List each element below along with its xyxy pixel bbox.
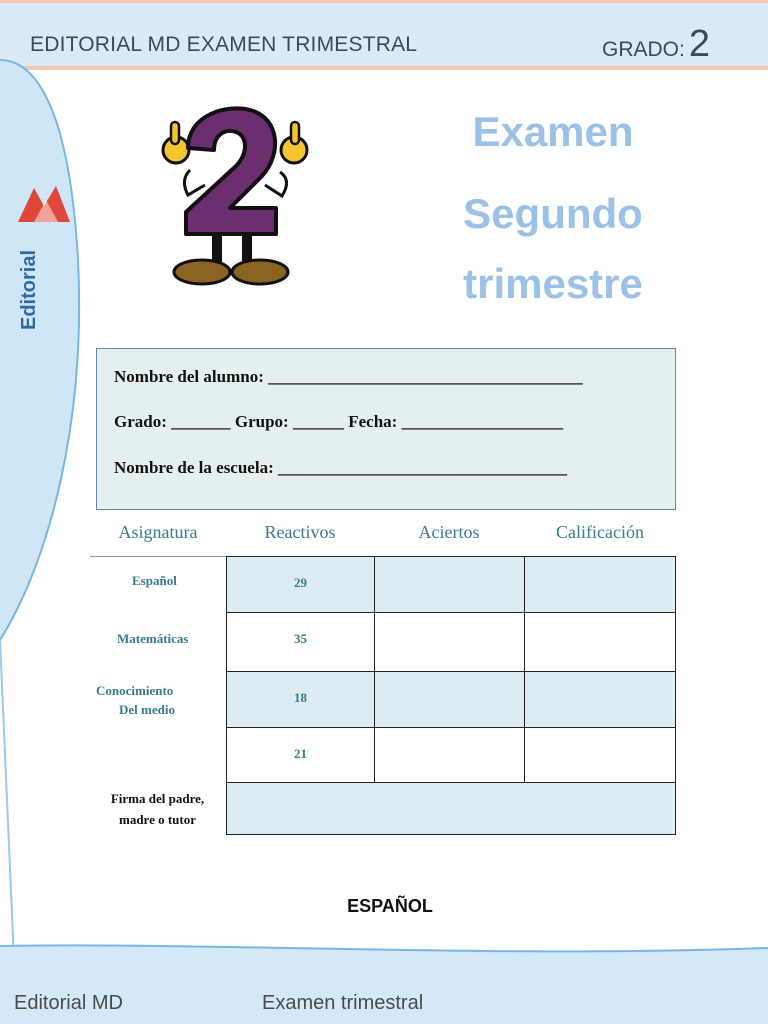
footer-right-text: Examen trimestral <box>262 992 424 1014</box>
table-cell-correct[interactable] <box>374 612 525 672</box>
subject-label-math: Matemáticas <box>117 631 189 646</box>
header-grade <box>602 23 710 66</box>
table-cell-grade[interactable] <box>524 671 676 728</box>
parent-signature-field[interactable] <box>226 782 676 835</box>
brand-side-text: Editorial <box>18 249 40 330</box>
table-cell-items: 21 <box>226 727 375 783</box>
table-cell-items: 29 <box>226 556 375 613</box>
left-swoosh-decoration <box>0 0 100 1024</box>
number-two-mascot-icon <box>150 100 320 295</box>
table-cell-grade[interactable] <box>524 727 676 783</box>
table-cell-items: 18 <box>226 671 375 728</box>
table-cell-correct[interactable] <box>374 727 525 783</box>
page-header <box>0 0 768 70</box>
school-name-line[interactable]: Nombre de la escuela: __________________________________ <box>114 458 567 477</box>
subject-label-spanish: Español <box>132 573 177 588</box>
signature-label <box>95 788 220 830</box>
column-header-items: Reactivos <box>264 522 336 542</box>
column-header-subject: Asignatura <box>118 522 198 542</box>
signature-label-line2: madre o tutor <box>118 812 197 827</box>
exam-title-line2: Segundo <box>463 190 643 237</box>
table-cell-grade[interactable] <box>524 612 676 672</box>
grade-label: GRADO: <box>602 38 685 61</box>
grade-group-date-line[interactable]: Grado: _______ Grupo: ______ Fecha: ___________________ <box>114 412 564 431</box>
table-cell-items: 35 <box>226 612 375 672</box>
subject-label-science-line2: Del medio <box>119 702 175 717</box>
header-title: EDITORIAL MD EXAMEN TRIMESTRAL <box>30 33 418 56</box>
table-cell-grade[interactable] <box>524 556 676 613</box>
column-header-grade: Calificación <box>556 522 644 542</box>
student-name-line[interactable]: Nombre del alumno: _____________________________________ <box>114 367 583 386</box>
exam-title-line3: trimestre <box>463 260 643 307</box>
exam-title-line1: Examen <box>472 108 634 155</box>
editorial-md-logo-icon <box>16 182 72 228</box>
table-cell-correct[interactable] <box>374 671 525 728</box>
header-divider <box>90 556 227 557</box>
signature-label-line1: Firma del padre, <box>110 791 205 806</box>
subject-label-science-line1: Conocimiento <box>96 683 174 698</box>
student-info-box <box>96 348 676 510</box>
column-header-correct: Aciertos <box>418 522 480 542</box>
section-title: ESPAÑOL <box>347 896 433 916</box>
grade-value: 2 <box>688 23 710 65</box>
table-cell-correct[interactable] <box>374 556 525 613</box>
footer-left-text: Editorial MD <box>14 992 123 1014</box>
